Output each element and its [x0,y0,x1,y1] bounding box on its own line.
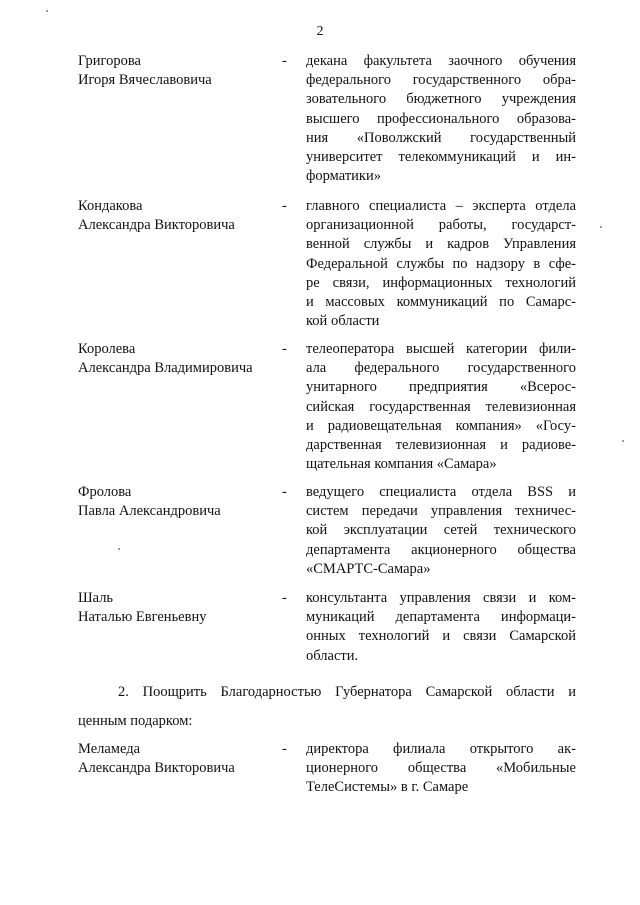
position-line: области. [306,647,359,664]
position-line: ния «Поволжский государственный [306,129,576,146]
position-line: Федеральной службы по надзору в сфе- [306,255,576,272]
person-position [306,340,576,474]
person-name [78,340,278,377]
position-line: главного специалиста – эксперта отдела [306,198,576,214]
position-line: университет телекоммуникаций и ин- [306,149,576,166]
given-names: Александра Викторовича [78,216,235,233]
position-line: ала федерального государственного [306,360,576,377]
person-position [306,740,576,798]
given-names: Павла Александровича [78,502,221,519]
separator-dash: - [282,741,287,757]
surname: Фролова [78,484,132,500]
position-line: ционерного общества «Мобильные [306,760,576,777]
given-names: Наталью Евгеньевну [78,608,207,625]
person-name [78,483,278,520]
person-position [306,483,576,579]
position-line: консультанта управления связи и ком- [306,590,576,606]
paragraph-2-line-1: 2. Поощрить Благодарностью Губернатора Самарской области и [118,684,576,700]
position-line: высшего профессионального образова- [306,110,576,127]
person-position [306,589,576,666]
scan-speck [622,440,624,442]
page-number: 2 [316,24,324,39]
person-name [78,52,278,89]
position-line: сийская государственная телевизионная [306,398,576,415]
position-line: венной службы и кадров Управления [306,236,576,253]
given-names: Александра Владимировича [78,359,253,376]
position-line: кой области [306,313,380,330]
position-line: федерального государственного обра- [306,72,576,89]
position-line: муникаций департамента информаци- [306,609,576,626]
separator-dash: - [282,484,287,500]
separator-dash: - [282,198,287,214]
position-line: ТелеСистемы» в г. Самаре [306,779,469,796]
position-line: кой эксплуатации сетей технического [306,522,576,539]
person-name [78,197,278,234]
person-name [78,740,278,777]
separator-dash: - [282,53,287,69]
surname: Григорова [78,53,141,69]
position-line: унитарного предприятия «Всерос- [306,379,576,396]
position-line: организационной работы, государст- [306,217,576,234]
surname: Королева [78,341,136,357]
paragraph-2-line-2: ценным подарком: [78,713,193,729]
position-line: ведущего специалиста отдела BSS и [306,484,576,500]
scan-speck [600,226,602,228]
position-line: и массовых коммуникаций по Самарс- [306,294,576,311]
surname: Шаль [78,590,114,606]
position-line: форматики» [306,168,381,185]
position-line: систем передачи управления техничес- [306,503,576,520]
scan-speck [118,548,120,550]
position-line: щательная компания «Самара» [306,456,497,473]
position-line: и радиовещательная компания» «Госу- [306,417,576,434]
position-line: «СМАРТС-Самара» [306,560,431,577]
position-line: департамента акционерного общества [306,541,576,558]
position-line: декана факультета заочного обучения [306,53,576,69]
separator-dash: - [282,341,287,357]
given-names: Александра Викторовича [78,759,235,776]
position-line: директора филиала открытого ак- [306,741,576,757]
position-line: дарственная телевизионная и радиове- [306,437,576,454]
surname: Кондакова [78,198,143,214]
separator-dash: - [282,590,287,606]
position-line: онных технологий и связи Самарской [306,628,576,645]
position-line: ре связи, информационных технологий [306,274,576,291]
scan-speck [46,10,48,12]
surname: Меламеда [78,741,141,757]
given-names: Игоря Вячеславовича [78,71,212,88]
person-position [306,197,576,331]
position-line: зовательного бюджетного учреждения [306,91,576,108]
position-line: телеоператора высшей категории фили- [306,341,576,357]
person-position [306,52,576,186]
person-name [78,589,278,626]
